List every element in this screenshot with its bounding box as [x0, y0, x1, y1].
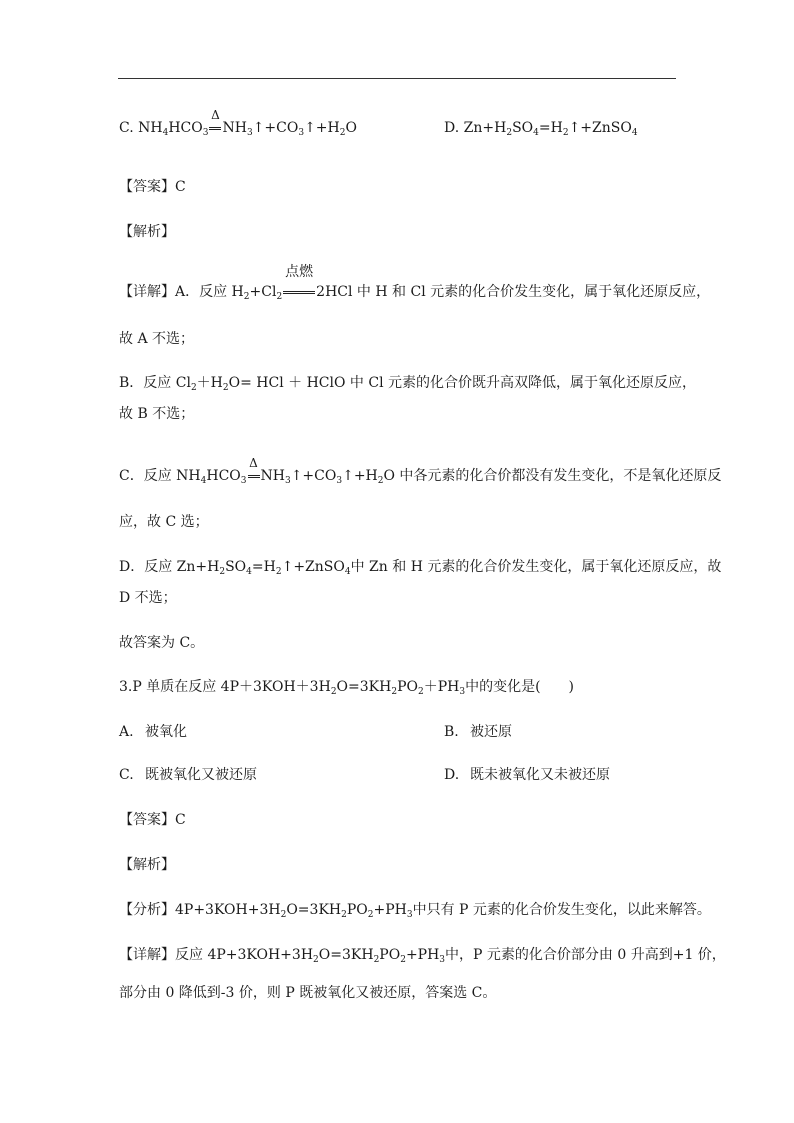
option-d: D. 既未被氧化又未被还原 [444, 767, 610, 783]
detail-d-line2: D 不选； [119, 590, 177, 606]
heat-condition: Δ [249, 456, 258, 470]
option-d-equation: D. $Zn+H_2SO_4=H_2↑+ZnSO_4$ [444, 120, 638, 138]
header-rule [118, 78, 676, 79]
option-c: C. 既被氧化又被还原 [119, 767, 257, 783]
detail-b-line2: 故 B 不选； [119, 406, 195, 422]
detail-c-line2: 应，故 C 选； [119, 514, 209, 530]
detail-3-line1: 【详解】反应 $4P+3KOH+3H_2O=3KH_2PO_2+PH_3$中，P 元素的化合价部分由 0 升高到+1 价， [119, 947, 726, 965]
detail-c-line1: C．反应 $NH_4HCO_3$ Δ $NH_3↑+CO_3↑+H_2O$ 中各元素的化合价都没有发生变化，不是氧化还原反 [119, 466, 721, 486]
question-3-stem: 3.P 单质在反应 $4P+3KOH+3H_2O=3KH_2PO_2+PH_3$中的变化是( ) [119, 679, 575, 697]
detail-3-line2: 部分由 0 降低到-3 价，则 P 既被氧化又被还原，答案选 C。 [119, 985, 497, 1001]
detail-a-line2: 故 A 不选； [119, 331, 195, 347]
analysis-heading: 【解析】 [119, 857, 175, 873]
ignite-condition: 点燃 [285, 264, 314, 280]
detail-b-line1: B．反应 $Cl_2+H_2O=$ HCl ＋ HClO 中 Cl 元素的化合价既升高双降低，属于氧化还原反应， [119, 375, 696, 393]
detail-a-line1: 【详解】A．反应 $H_2+Cl_2$ 点燃 2HCl 中 H 和 Cl 元素的化合价发生变化，属于氧化还原反应， [119, 264, 711, 302]
answer-label: 【答案】C [119, 179, 186, 195]
analysis-heading: 【解析】 [119, 224, 175, 240]
heat-condition: Δ [211, 108, 220, 122]
option-a: A. 被氧化 [119, 724, 187, 740]
detail-d-line1: D．反应 $Zn+H_2SO_4=H_2↑+ZnSO_4$中 Zn 和 H 元素的化合价发生变化，属于氧化还原反应，故 [119, 559, 722, 577]
conclusion: 故答案为 C。 [119, 635, 205, 651]
option-b: B. 被还原 [444, 724, 512, 740]
analysis-text: 【分析】$4P+3KOH+3H_2O=3KH_2PO_2+PH_3$中只有 P 元素的化合价发生变化，以此来解答。 [119, 902, 711, 920]
answer-label: 【答案】C [119, 812, 186, 828]
option-c-equation: C. $NH_4HCO_3$ Δ $NH_3↑+CO_3↑+H_2O$ [119, 118, 357, 138]
